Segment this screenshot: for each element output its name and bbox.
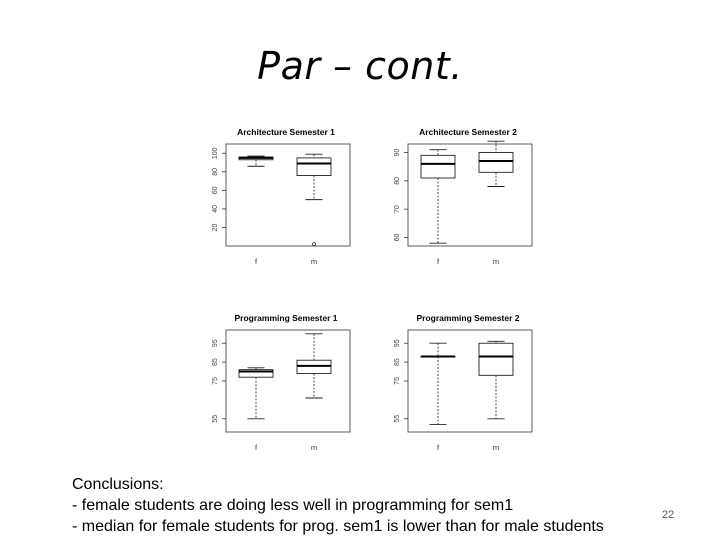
x-category-label: f	[436, 443, 440, 452]
y-tick-label: 60	[212, 186, 219, 195]
box-m	[479, 153, 513, 173]
boxplot-programming-sem1-svg	[198, 308, 358, 458]
y-tick-label: 80	[394, 176, 401, 185]
x-category-label: m	[492, 257, 500, 266]
x-category-label: m	[310, 257, 318, 266]
boxplot-architecture-sem2-svg	[380, 122, 540, 272]
y-tick-label: 20	[212, 223, 219, 232]
plot-architecture-sem2	[380, 122, 540, 272]
y-tick-label: 85	[212, 358, 219, 367]
y-tick-label: 100	[212, 147, 219, 160]
y-tick-label: 40	[212, 205, 219, 213]
boxplot-architecture-sem1-svg	[198, 122, 358, 272]
conclusion-line-1: - female students are doing less well in programming for sem1	[72, 497, 514, 514]
y-tick-label: 75	[394, 377, 401, 385]
x-category-label: m	[310, 443, 318, 452]
box-f	[421, 155, 455, 178]
y-tick-label: 95	[394, 339, 401, 348]
box-m	[479, 343, 513, 375]
slide-title: Par – cont.	[257, 44, 463, 88]
plot-title: Architecture Semester 2	[419, 127, 517, 137]
plot-frame	[226, 330, 350, 432]
x-category-label: m	[492, 443, 500, 452]
y-tick-label: 85	[394, 358, 401, 367]
x-category-label: f	[436, 257, 440, 266]
y-tick-label: 55	[212, 414, 219, 423]
y-tick-label: 75	[212, 377, 219, 385]
y-tick-label: 95	[212, 339, 219, 348]
plot-programming-sem1	[198, 308, 358, 458]
plot-title: Architecture Semester 1	[237, 127, 335, 137]
x-category-label: f	[254, 443, 258, 452]
plot-architecture-sem1	[198, 122, 358, 272]
box-m	[297, 158, 331, 176]
plot-title: Programming Semester 2	[416, 313, 520, 323]
y-tick-label: 80	[212, 167, 219, 176]
y-tick-label: 70	[394, 205, 401, 214]
conclusion-line-2: - median for female students for prog. sem1 is lower than for male students	[72, 518, 604, 535]
slide-number: 22	[662, 509, 675, 521]
plot-title: Programming Semester 1	[234, 313, 338, 323]
y-tick-label: 60	[394, 233, 401, 242]
conclusions-text	[72, 474, 604, 537]
plot-programming-sem2	[380, 308, 540, 458]
y-tick-label: 90	[394, 148, 401, 157]
conclusions-heading: Conclusions:	[72, 476, 164, 493]
y-tick-label: 55	[394, 414, 401, 423]
x-category-label: f	[254, 257, 258, 266]
outlier-point	[313, 243, 316, 246]
boxplot-programming-sem2-svg	[380, 308, 540, 458]
